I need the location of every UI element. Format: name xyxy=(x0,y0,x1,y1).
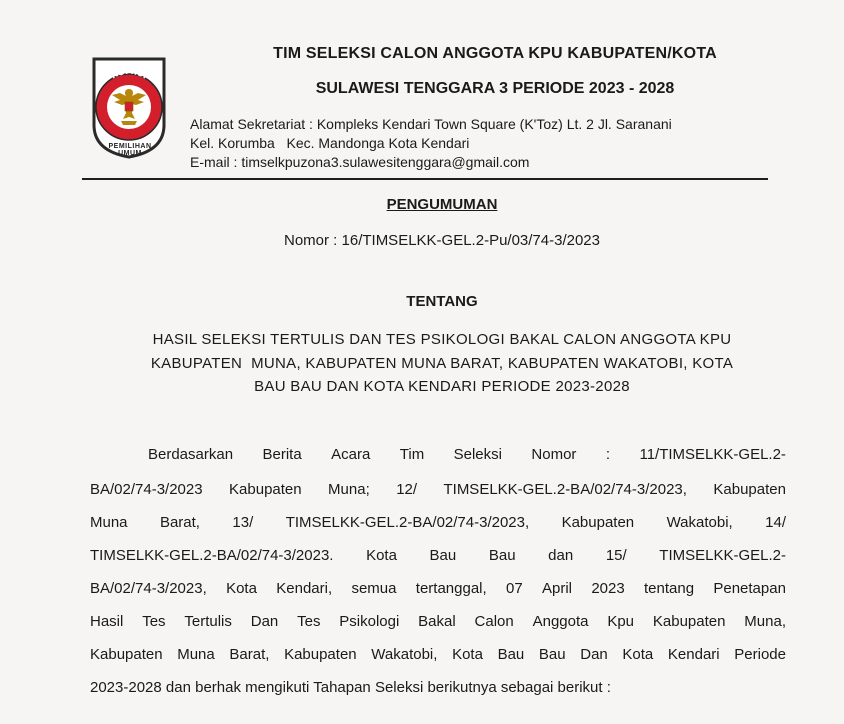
subject-line: BAU BAU DAN KOTA KENDARI PERIODE 2023-2028 xyxy=(254,378,630,395)
body-line: 2023-2028 dan berhak mengikuti Tahapan Seleksi berikutnya sebagai berikut : xyxy=(90,679,611,696)
announcement-title xyxy=(0,196,844,213)
letterhead-title-line1: TIM SELEKSI CALON ANGGOTA KPU KABUPATEN/KOTA xyxy=(273,45,717,62)
email-line: E-mail : timselkpuzona3.sulawesitenggara@gmail.com xyxy=(190,154,530,170)
announcement-title-text: PENGUMUMAN xyxy=(386,196,498,213)
body-line: BA/02/74-3/2023, Kota Kendari, semua tertanggal, 07 April 2023 tentang Penetapan xyxy=(90,580,786,597)
letterhead-divider xyxy=(82,178,768,180)
body-line: Hasil Tes Tertulis Dan Tes Psikologi Bakal Calon Anggota Kpu Kabupaten Muna, xyxy=(90,613,786,630)
body-line: TIMSELKK-GEL.2-BA/02/74-3/2023. Kota Bau Bau dan 15/ TIMSELKK-GEL.2- xyxy=(90,547,786,564)
body-line: BA/02/74-3/2023 Kabupaten Muna; 12/ TIMSELKK-GEL.2-BA/02/74-3/2023, Kabupaten xyxy=(90,481,786,498)
subject-line: KABUPATEN MUNA, KABUPATEN MUNA BARAT, KABUPATEN WAKATOBI, KOTA xyxy=(150,355,734,372)
body-line: Muna Barat, 13/ TIMSELKK-GEL.2-BA/02/74-3/2023, Kabupaten Wakatobi, 14/ xyxy=(90,514,786,531)
logo-top-text: KOMISI xyxy=(109,66,149,82)
body-line: Kabupaten Muna Barat, Kabupaten Wakatobi, Kota Bau Bau Dan Kota Kendari Periode xyxy=(90,646,786,663)
subject-line: HASIL SELEKSI TERTULIS DAN TES PSIKOLOGI BAKAL CALON ANGGOTA KPU xyxy=(152,331,732,348)
about-heading: TENTANG xyxy=(406,293,478,310)
address-line2: Kel. Korumba Kec. Mandonga Kota Kendari xyxy=(190,135,470,151)
letterhead-title-line2: SULAWESI TENGGARA 3 PERIODE 2023 - 2028 xyxy=(315,80,675,97)
address-line1: Alamat Sekretariat : Kompleks Kendari Town Square (K'Toz) Lt. 2 Jl. Saranani xyxy=(190,116,672,132)
announcement-number: Nomor : 16/TIMSELKK-GEL.2-Pu/03/74-3/2023 xyxy=(284,232,600,249)
body-line: Berdasarkan Berita Acara Tim Seleksi Nomor : 11/TIMSELKK-GEL.2- xyxy=(148,446,786,463)
logo-bottom-text: PEMILIHAN UMUM xyxy=(108,143,152,157)
